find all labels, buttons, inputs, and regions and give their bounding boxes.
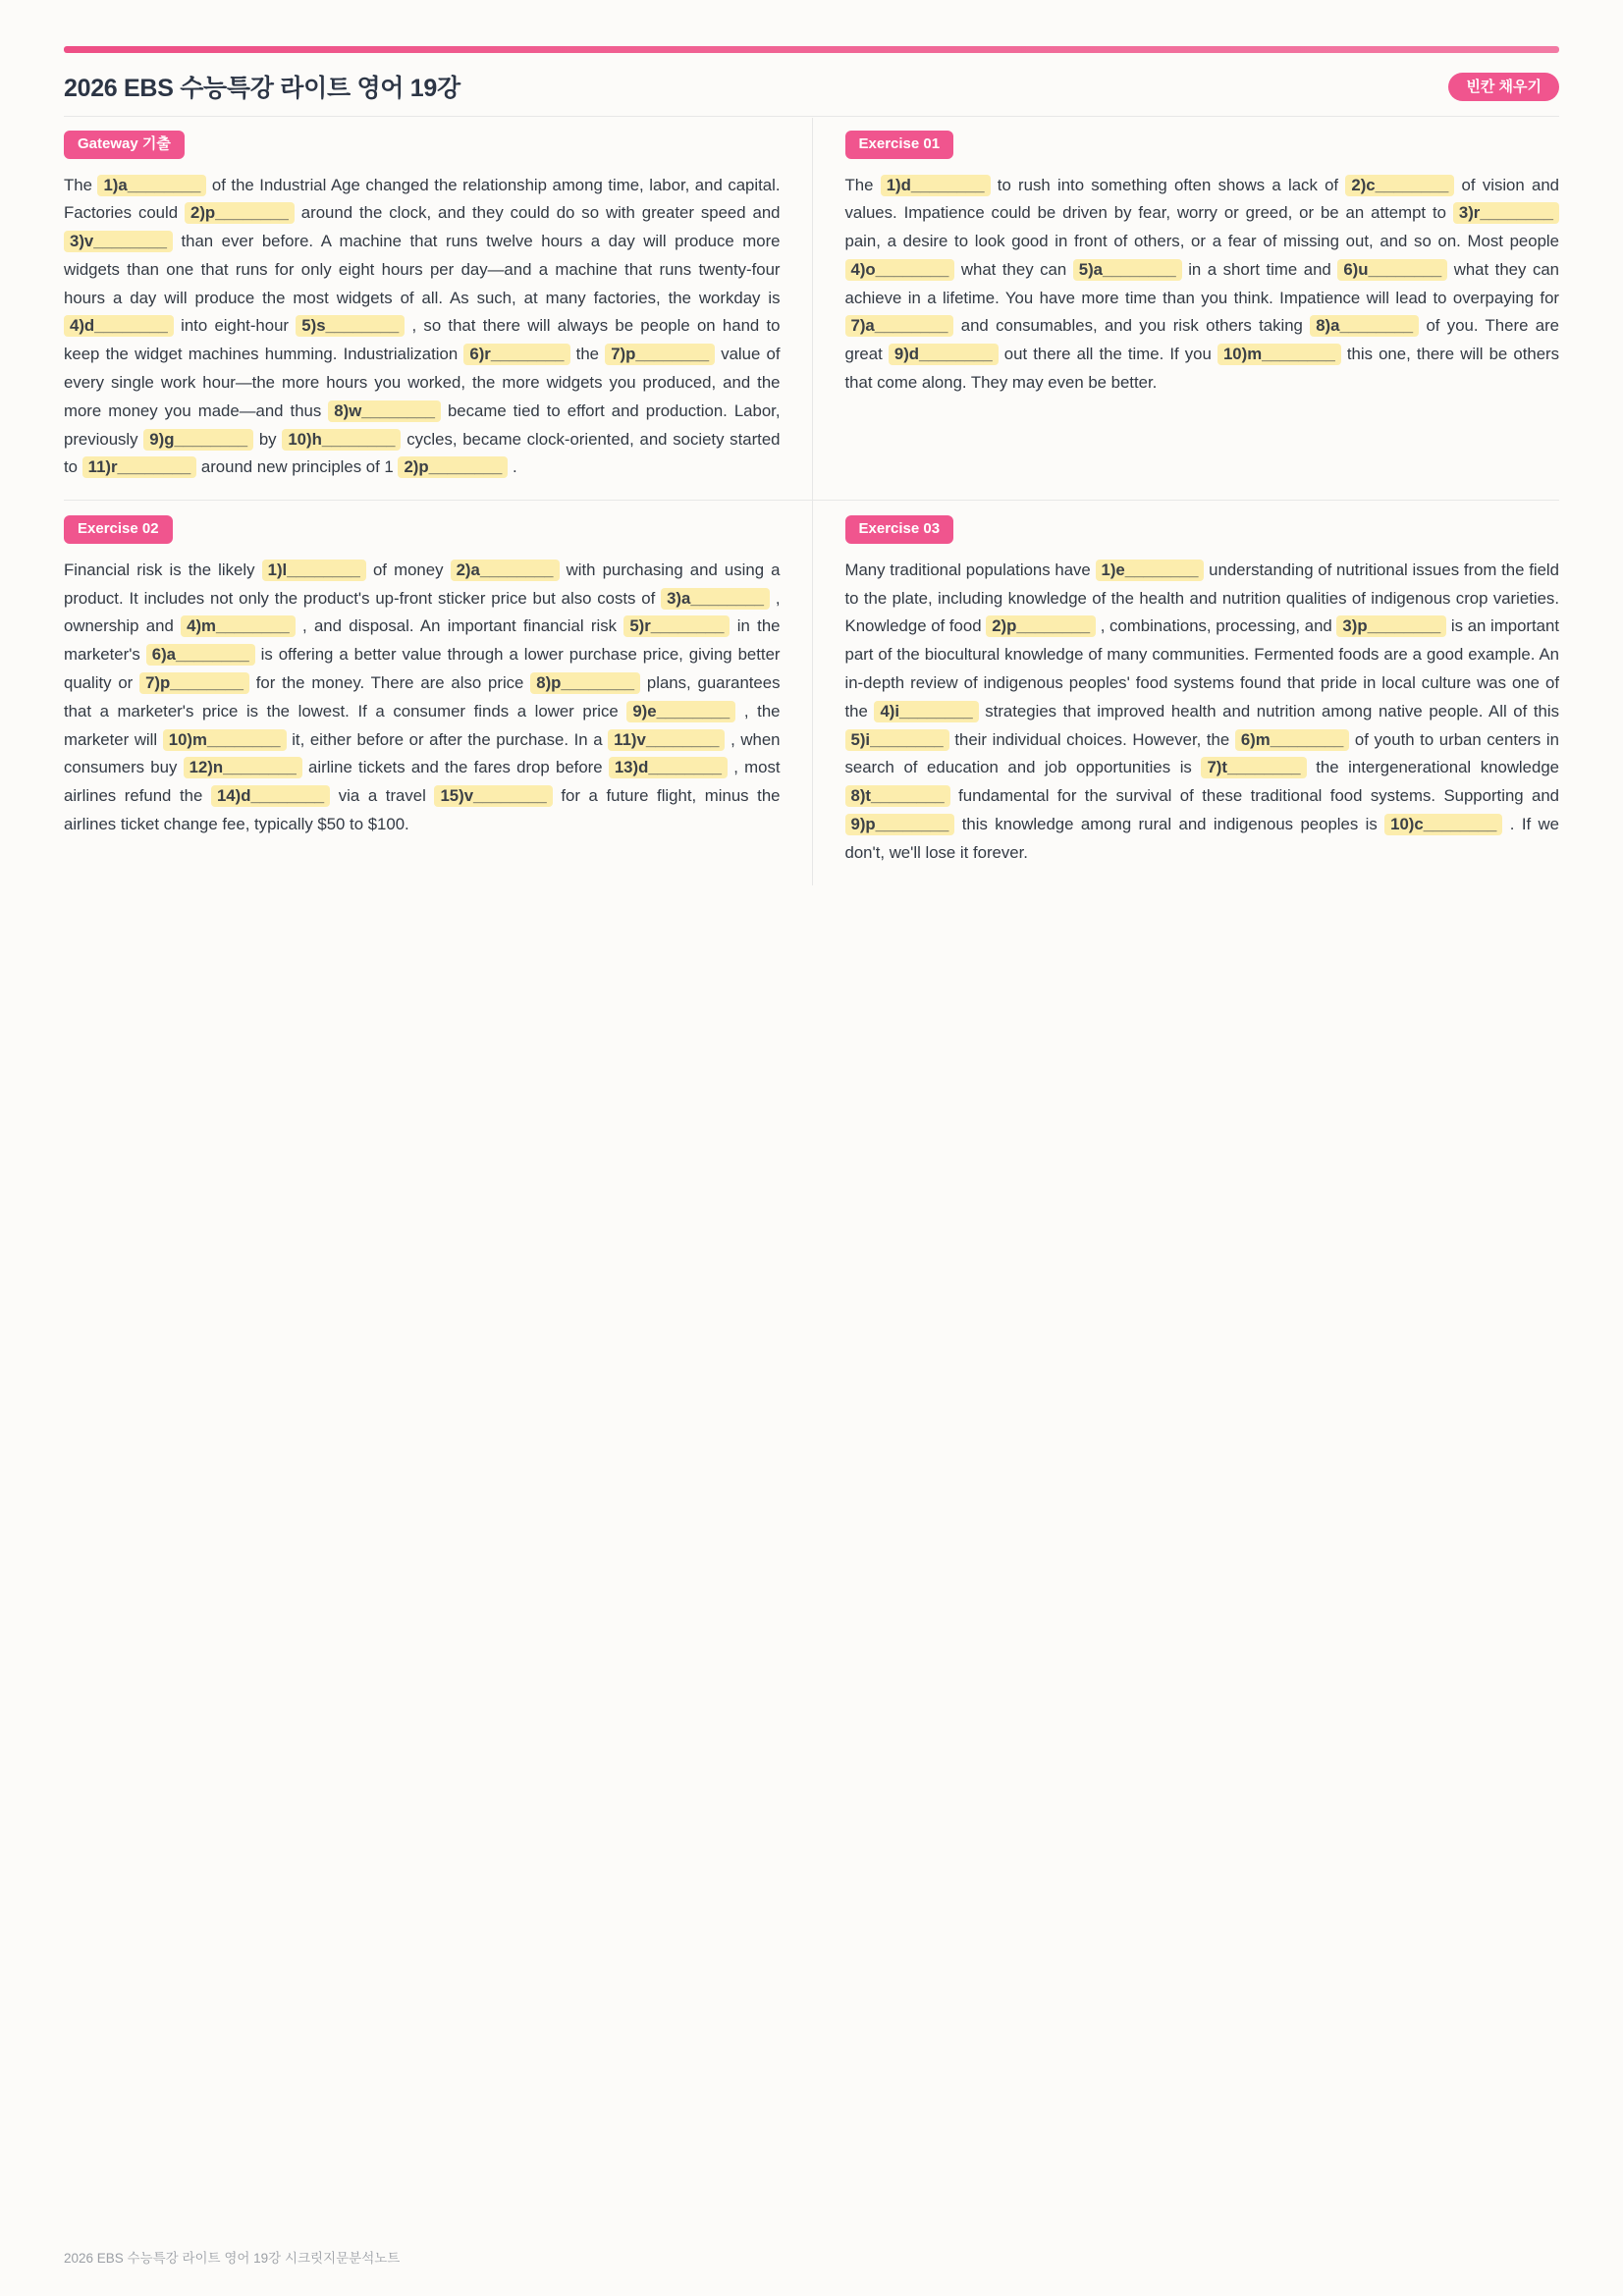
passage-exercise-02: Financial risk is the likely 1)l________ of money 2)a________ with purchasing and using a product. It includes not only the product's up-front sticker price but also costs of 3)a________ , ownership and 4)m________ , and disposal. An important financial risk 5)r________ in the marketer's 6)a________ is offering a better value through a lower purchase price, giving better quality or 7)p________ for the money. There are also price 8)p________ plans, guarantees that a marketer's price is the lowest. If a consumer finds a lower price 9)e________ , the marketer will 10)m________ it, either before or after the purchase. In a 11)v________ , when consumers buy 12)n________ airline tickets and the fares drop before 13)d________ , most airlines refund the 14)d________ via a travel 15)v________ for a future flight, minus the airlines ticket change fee, typically $50 to $100. xyxy=(64,560,781,833)
content-grid xyxy=(64,118,1559,885)
blank-highlight: 1)d________ xyxy=(881,175,991,196)
blank-highlight: 5)i________ xyxy=(845,729,949,751)
fill-in-the-blank-badge: 빈칸 채우기 xyxy=(1448,73,1559,101)
passage-exercise-01: The 1)d________ to rush into something often shows a lack of 2)c________ of vision and values. Impatience could be driven by fear, worry or greed, or be an attempt to 3)r________ pain, a desire to look good in front of others, or a fear of missing out, and so on. Most people 4)o________ what they can 5)a________ in a short time and 6)u________ what they can achieve in a lifetime. You have more time than you think. Impatience will lead to overpaying for 7)a________ and consumables, and you risk others taking 8)a________ of you. There are great 9)d________ out there all the time. If you 10)m________ this one, there will be others that come along. They may even be better. xyxy=(844,175,1560,393)
blank-highlight: 2)p________ xyxy=(986,615,1096,637)
blank-highlight: 11)v________ xyxy=(608,729,725,751)
section-exercise-01 xyxy=(812,118,1560,500)
badge-row xyxy=(845,131,1560,159)
blank-highlight: 4)i________ xyxy=(874,701,978,722)
blank-highlight: 3)p________ xyxy=(1336,615,1446,637)
blank-highlight: 8)a________ xyxy=(1310,315,1419,337)
section-badge-exercise-03: Exercise 03 xyxy=(845,515,954,544)
badge-row xyxy=(845,515,1560,544)
page-header xyxy=(64,65,1559,108)
blank-highlight: 3)v________ xyxy=(64,231,173,252)
accent-top-bar xyxy=(64,46,1559,53)
blank-highlight: 2)p________ xyxy=(398,456,508,478)
blank-highlight: 9)g________ xyxy=(143,429,253,451)
blank-highlight: 9)d________ xyxy=(889,344,999,365)
blank-highlight: 4)o________ xyxy=(845,259,955,281)
blank-highlight: 6)m________ xyxy=(1235,729,1350,751)
section-gateway xyxy=(64,118,812,500)
blank-highlight: 5)r________ xyxy=(623,615,730,637)
section-badge-gateway: Gateway 기출 xyxy=(64,131,185,159)
blank-highlight: 5)a________ xyxy=(1073,259,1182,281)
blank-highlight: 3)a________ xyxy=(661,588,770,610)
blank-highlight: 4)d________ xyxy=(64,315,174,337)
blank-highlight: 10)m________ xyxy=(1217,344,1341,365)
blank-highlight: 4)m________ xyxy=(181,615,296,637)
blank-highlight: 2)p________ xyxy=(185,202,295,224)
passage-gateway: The 1)a________ of the Industrial Age changed the relationship among time, labor, and capital. Factories could 2)p________ around the clock, and they could do so with greater speed and 3)v________ than ever before. A machine that runs twelve hours a day will produce more widgets than one that runs for only eight hours per day—and a machine that runs twenty-four hours a day will produce the most widgets of all. As such, at many factories, the workday is 4)d________ into eight-hour 5)s________ , so that there will always be people on hand to keep the widget machines humming. Industrialization 6)r________ the 7)p________ value of every single work hour—the more hours you worked, the more widgets you produced, and the more money you made—and thus 8)w________ became tied to effort and production. Labor, previously 9)g________ by 10)h________ cycles, became clock-oriented, and society started to 11)r________ around new principles of 1 2)p________ . xyxy=(64,175,781,477)
blank-highlight: 3)r________ xyxy=(1453,202,1559,224)
header-divider xyxy=(64,116,1559,117)
blank-highlight: 2)a________ xyxy=(451,560,560,581)
blank-highlight: 7)p________ xyxy=(139,672,249,694)
blank-highlight: 7)a________ xyxy=(845,315,954,337)
blank-highlight: 2)c________ xyxy=(1345,175,1454,196)
blank-highlight: 1)a________ xyxy=(97,175,206,196)
blank-highlight: 11)r________ xyxy=(82,456,197,478)
badge-row xyxy=(64,131,781,159)
blank-highlight: 6)r________ xyxy=(463,344,569,365)
section-badge-exercise-02: Exercise 02 xyxy=(64,515,173,544)
section-exercise-03 xyxy=(812,500,1560,884)
blank-highlight: 9)p________ xyxy=(845,814,955,835)
blank-highlight: 12)n________ xyxy=(184,757,302,778)
blank-highlight: 10)c________ xyxy=(1384,814,1502,835)
blank-highlight: 8)p________ xyxy=(530,672,640,694)
blank-highlight: 8)w________ xyxy=(328,400,441,422)
passage-exercise-03: Many traditional populations have 1)e________ understanding of nutritional issues from the field to the plate, including knowledge of the health and nutrition qualities of indigenous crop varieties. Knowledge of food 2)p________ , combinations, processing, and 3)p________ is an important part of the biocultural knowledge of many communities. Fermented foods are a good example. An in-depth review of indigenous peoples' food systems found that pride in local culture was one of the 4)i________ strategies that improved health and nutrition among native people. All of this 5)i________ their individual choices. However, the 6)m________ of youth to urban centers in search of education and job opportunities is 7)t________ the intergenerational knowledge 8)t________ fundamental for the survival of these traditional food systems. Supporting and 9)p________ this knowledge among rural and indigenous peoples is 10)c________ . If we don't, we'll lose it forever. xyxy=(844,560,1559,862)
blank-highlight: 7)p________ xyxy=(605,344,715,365)
section-exercise-02 xyxy=(64,500,812,884)
badge-row xyxy=(64,515,781,544)
blank-highlight: 13)d________ xyxy=(609,757,728,778)
blank-highlight: 15)v________ xyxy=(434,785,552,807)
blank-highlight: 10)m________ xyxy=(163,729,287,751)
blank-highlight: 6)a________ xyxy=(146,644,255,666)
blank-highlight: 14)d________ xyxy=(211,785,330,807)
section-badge-exercise-01: Exercise 01 xyxy=(845,131,954,159)
blank-highlight: 6)u________ xyxy=(1337,259,1447,281)
blank-highlight: 1)l________ xyxy=(262,560,366,581)
footer-text: 2026 EBS 수능특강 라이트 영어 19강 시크릿지문분석노트 xyxy=(64,2251,401,2266)
blank-highlight: 7)t________ xyxy=(1201,757,1306,778)
blank-highlight: 8)t________ xyxy=(845,785,950,807)
blank-highlight: 9)e________ xyxy=(626,701,735,722)
blank-highlight: 10)h________ xyxy=(282,429,401,451)
blank-highlight: 1)e________ xyxy=(1096,560,1205,581)
blank-highlight: 5)s________ xyxy=(296,315,405,337)
page-title: 2026 EBS 수능특강 라이트 영어 19강 xyxy=(64,75,460,102)
